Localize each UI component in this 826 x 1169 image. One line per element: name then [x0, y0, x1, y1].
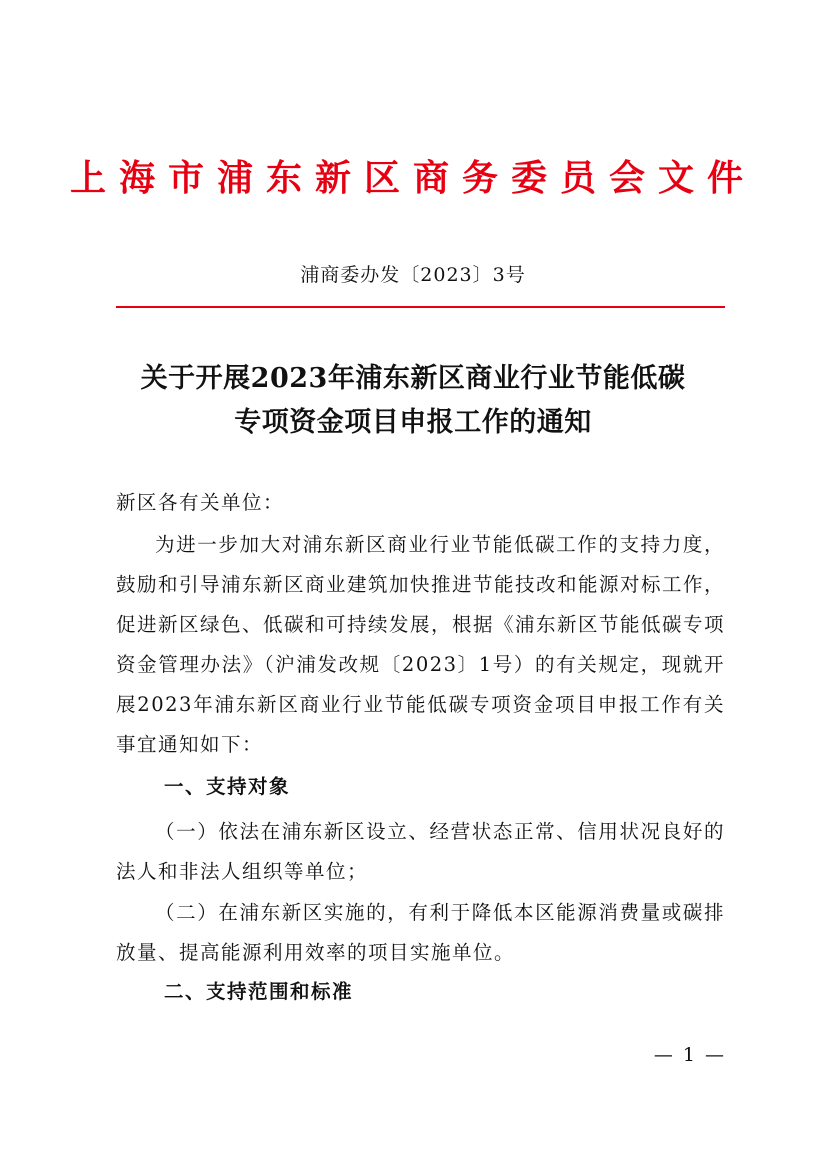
section-1-heading: 一、支持对象 [164, 775, 291, 798]
document-number: 浦商委办发〔2023〕3号 [300, 264, 526, 286]
section-1-item-1-block [116, 812, 725, 892]
issuer-header: 上海市浦东新区商务委员会文件 [69, 157, 756, 199]
page-number: — 1 — [653, 1044, 726, 1066]
section-1-item-1: （一）依法在浦东新区设立、经营状态正常、信用状况良好的法人和非法人组织等单位； [116, 820, 725, 883]
salutation: 新区各有关单位： [116, 491, 285, 514]
title-line-2: 专项资金项目申报工作的通知 [234, 407, 592, 438]
intro-paragraph: 为进一步加大对浦东新区商业行业节能低碳工作的支持力度，鼓励和引导浦东新区商业建筑加快推进节能技改和能源对标工作，促进新区绿色、低碳和可持续发展，根据《浦东新区节能低碳专项资金管理办法》（沪浦发改规〔2023〕1号）的有关规定，现就开展2023年浦东新区商业行业节能低碳专项资金项目申报工作有关事宜通知如下： [116, 533, 726, 756]
intro-paragraph-block [116, 525, 725, 765]
section-1-item-2-block [116, 893, 725, 973]
red-divider-line [116, 306, 725, 308]
title-line-1: 关于开展2023年浦东新区商业行业节能低碳 [140, 363, 686, 394]
section-2-heading: 二、支持范围和标准 [164, 980, 354, 1003]
document-title [0, 357, 826, 445]
section-1-item-2: （二）在浦东新区实施的，有利于降低本区能源消费量或碳排放量、提高能源利用效率的项目实施单位。 [116, 901, 725, 964]
